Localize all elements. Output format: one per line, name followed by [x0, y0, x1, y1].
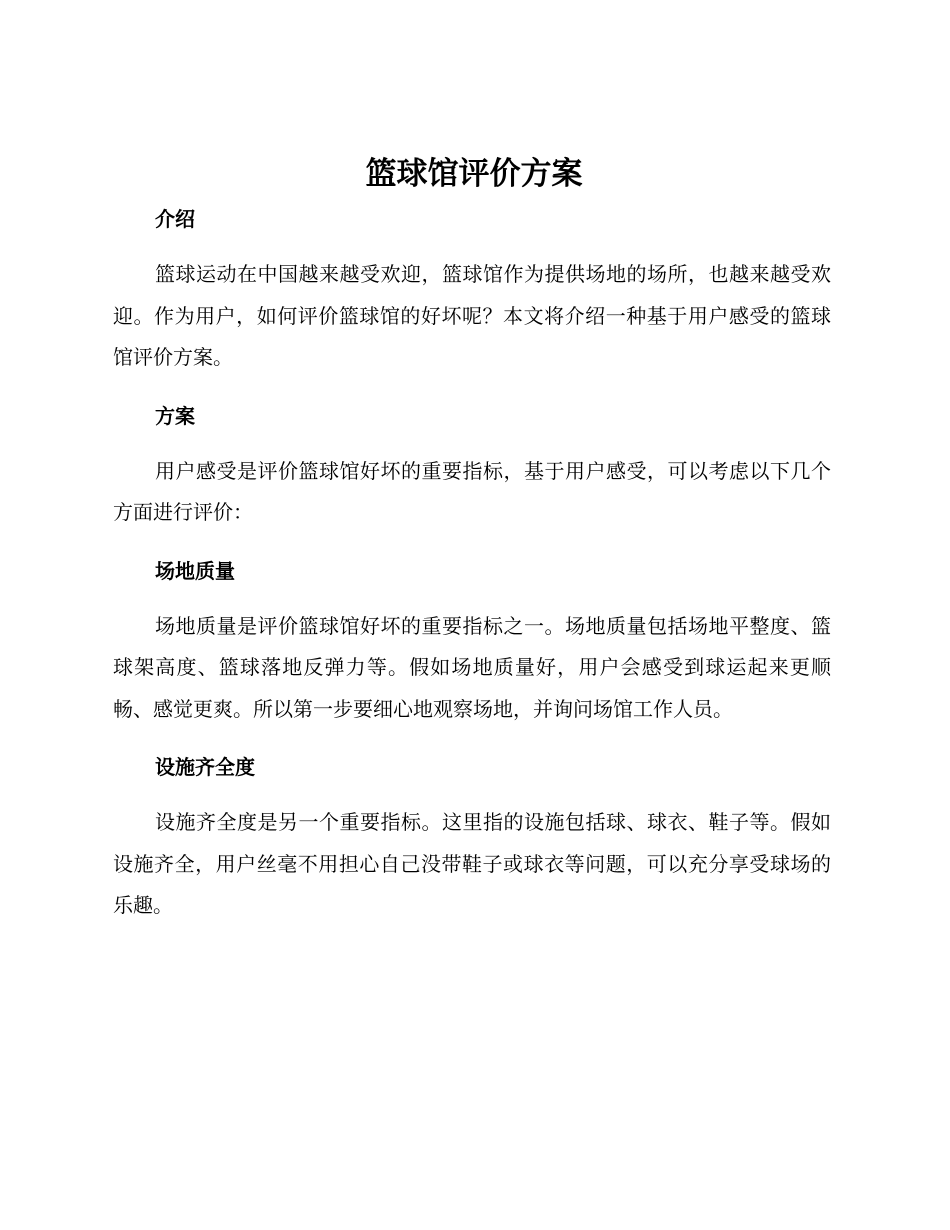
document-page — [113, 148, 831, 927]
section-paragraph-intro: 篮球运动在中国越来越受欢迎，篮球馆作为提供场地的场所，也越来越受欢迎。作为用户，如何评价篮球馆的好坏呢？本文将介绍一种基于用户感受的篮球馆评价方案。 — [113, 262, 831, 369]
section-paragraph-facilities: 设施齐全度是另一个重要指标。这里指的设施包括球、球衣、鞋子等。假如设施齐全，用户丝毫不用担心自己没带鞋子或球衣等问题，可以充分享受球场的乐趣。 — [113, 810, 831, 917]
section-heading-facilities: 设施齐全度 — [155, 755, 255, 779]
section-paragraph-plan: 用户感受是评价篮球馆好坏的重要指标，基于用户感受，可以考虑以下几个方面进行评价： — [113, 458, 831, 524]
section-heading-intro: 介绍 — [155, 207, 195, 231]
section-heading-field-quality: 场地质量 — [155, 558, 235, 583]
section-heading-plan: 方案 — [155, 403, 195, 428]
section-paragraph-field-quality: 场地质量是评价篮球馆好坏的重要指标之一。场地质量包括场地平整度、篮球架高度、篮球落地反弹力等。假如场地质量好，用户会感受到球运起来更顺畅、感觉更爽。所以第一步要细心地观察场地，并询问场馆工作人员。 — [113, 613, 831, 721]
document-title: 篮球馆评价方案 — [365, 156, 583, 192]
